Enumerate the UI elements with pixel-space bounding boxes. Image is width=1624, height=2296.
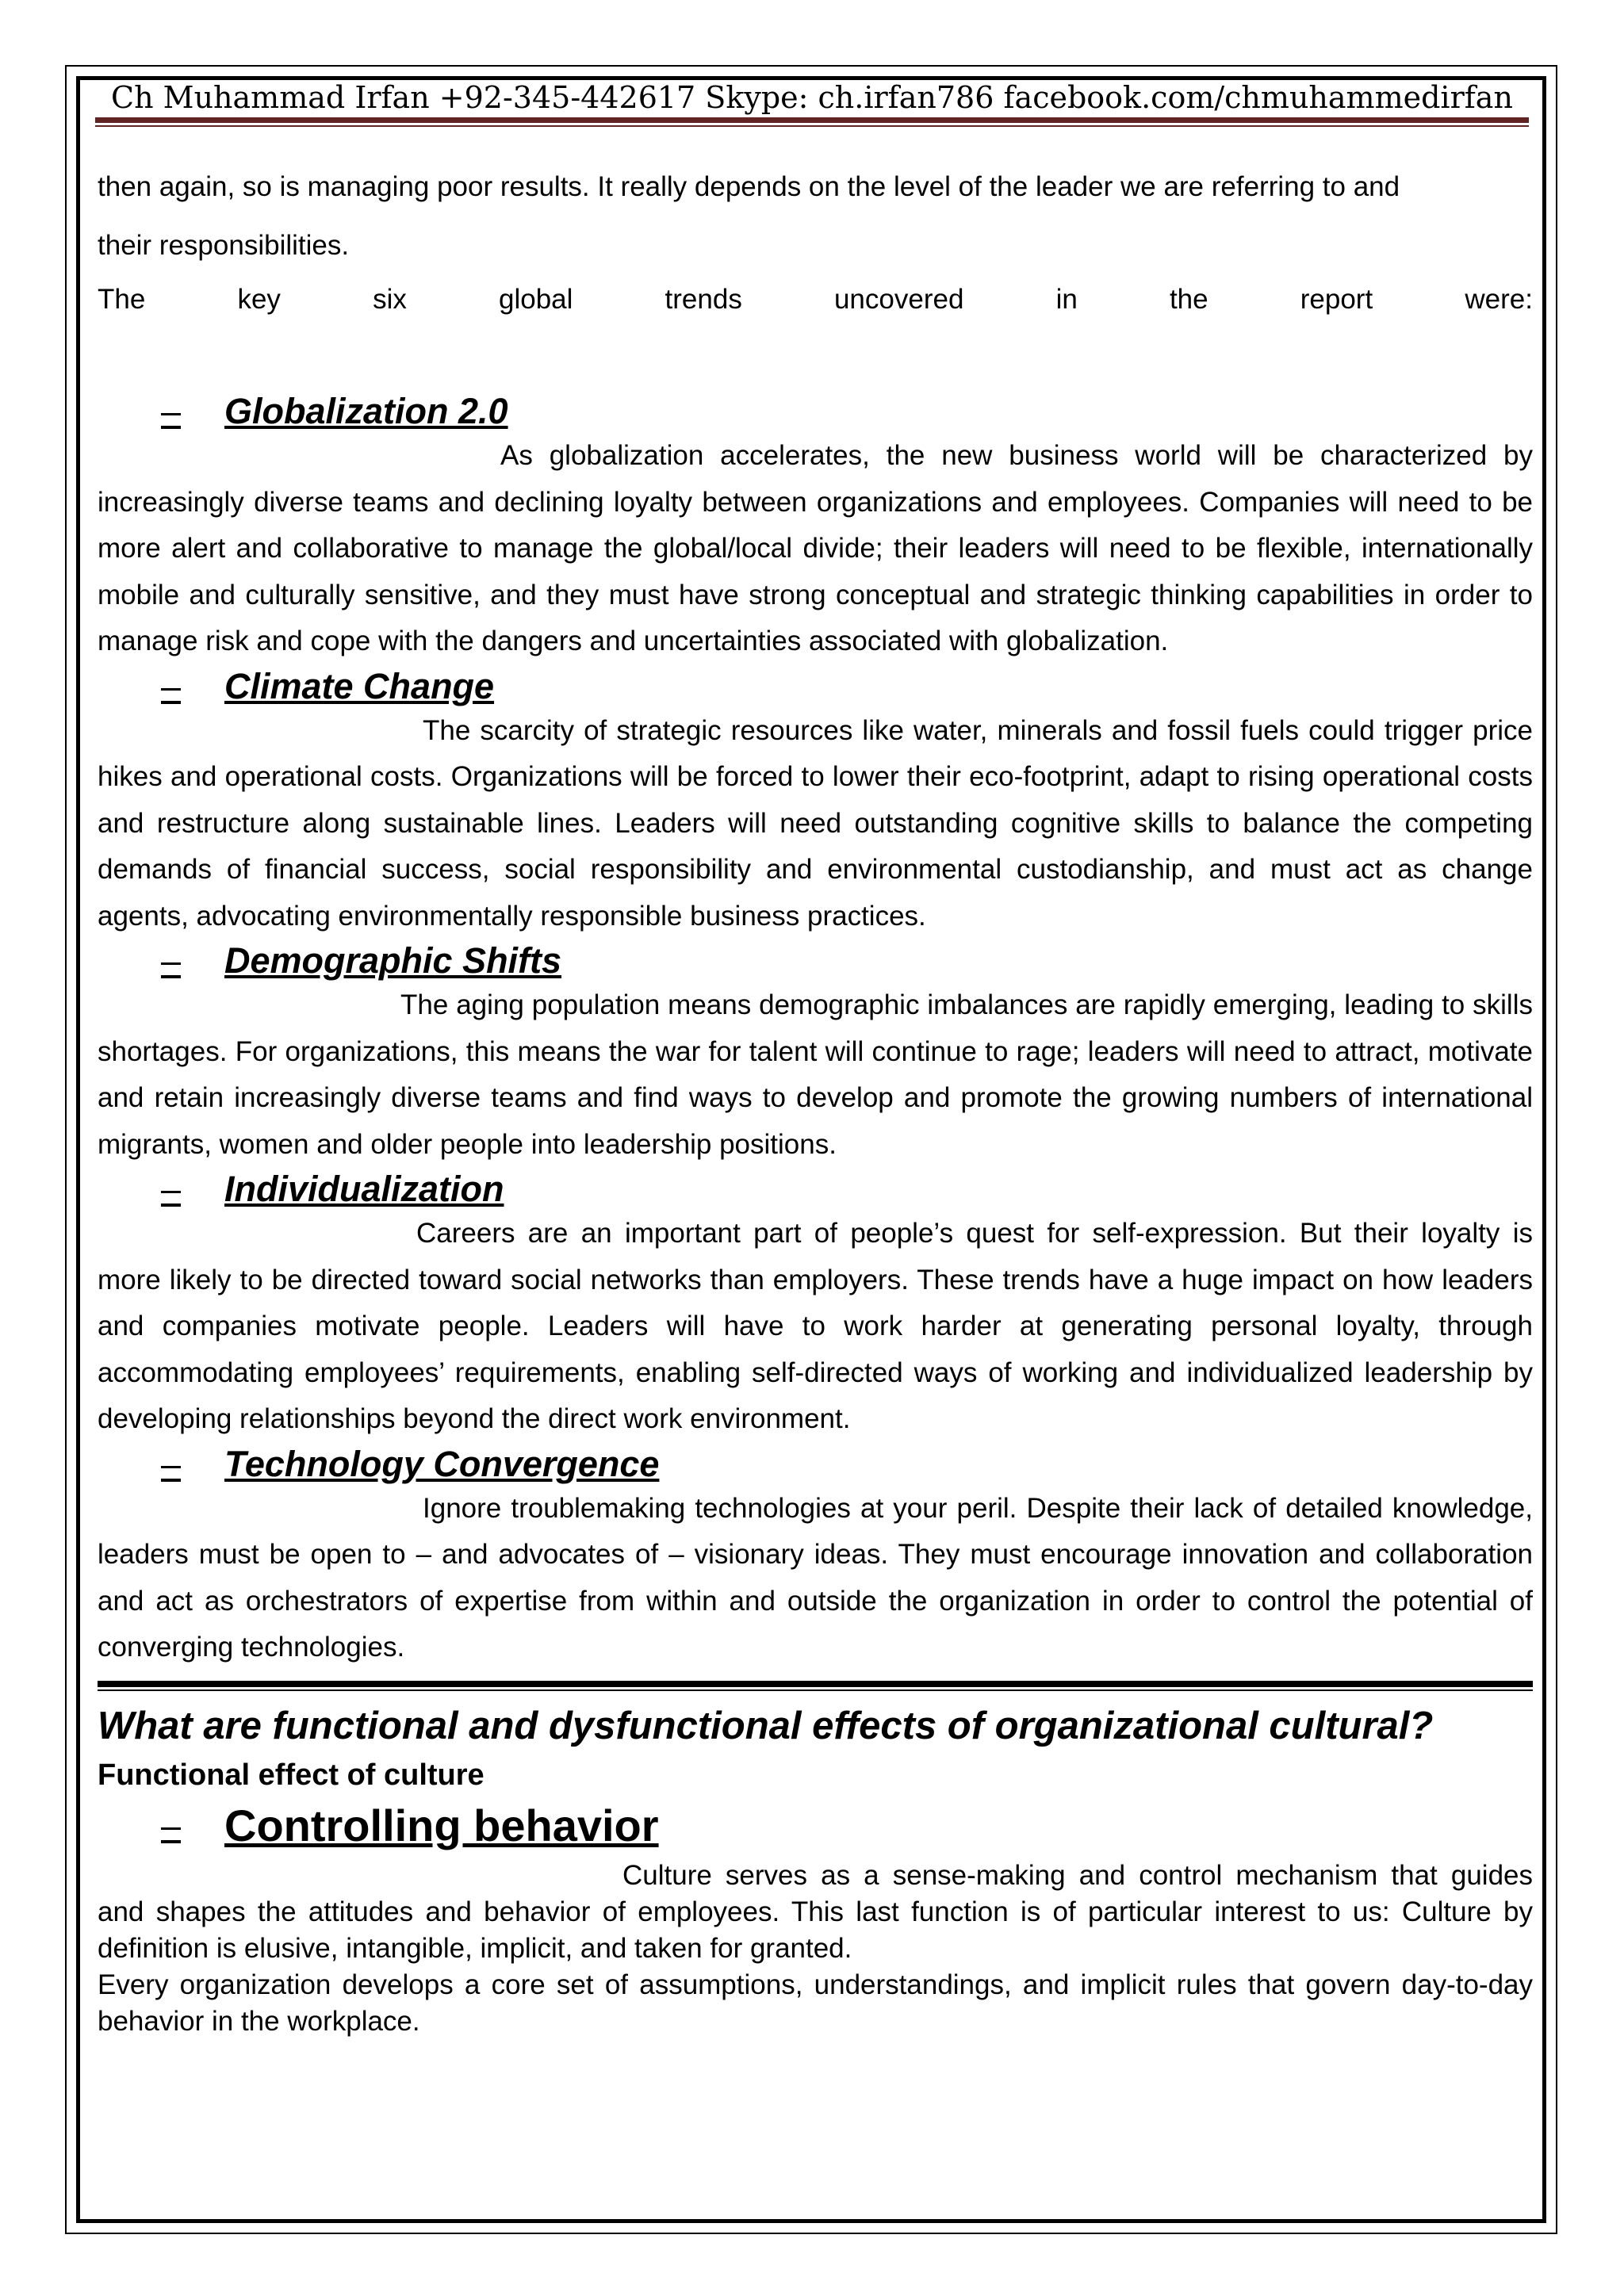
trend-intro-word: were: — [1465, 284, 1533, 315]
trend-title-text: Climate Change — [224, 665, 495, 706]
trend-title-text: Globalization 2.0 — [224, 391, 508, 431]
trend-title-text: Individualization — [224, 1169, 504, 1209]
header-rule-thin — [95, 125, 1529, 127]
dash-bullet: – — [161, 1804, 182, 1846]
item-title-text: Controlling behavior — [224, 1800, 659, 1850]
trend-intro-word: in — [1055, 284, 1078, 315]
trend-body-demographic: The aging population means demographic imbalances are rapidly emerging, leading to skills shortages. For organizations, this means the war for talent will continue to rage; leaders will need to attract, motivate and retain increasingly diverse teams and find ways to develop and promote the growing numbers of international migrants, women and older people into leadership positions. — [98, 989, 1533, 1160]
dash-bullet: – — [161, 1443, 182, 1484]
trend-body-climate: The scarcity of strategic resources like water, minerals and fossil fuels could trigger price hikes and operational costs. Organizations will be forced to lower their eco-footprint, adapt to rising operational costs and restructure along sustainable lines. Leaders will need outstanding cognitive skills to balance the competing demands of financial success, social responsibility and environmental custodianship, and must act as change agents, advocating environmentally responsible business practices. — [98, 714, 1533, 932]
trend-intro-word: key — [237, 284, 281, 315]
controlling-behavior-body: Culture serves as a sense-making and control mechanism that guides and shapes the attitudes and behavior of employees. This last function is of particular interest to us: Culture by definition is elusive, intangible, implicit, and taken for granted. — [98, 1859, 1533, 1964]
trend-intro-word: six — [373, 284, 407, 315]
dash-bullet: – — [161, 1169, 182, 1209]
trend-title-globalization — [161, 390, 1533, 433]
trend-intro-word: global — [498, 284, 573, 315]
trends-intro-line — [98, 270, 1533, 330]
dash-bullet: – — [161, 391, 182, 431]
header-rule — [95, 117, 1529, 123]
trend-title-individualization — [161, 1168, 1533, 1211]
trend-title-text: Technology Convergence — [224, 1443, 660, 1484]
trend-title-text: Demographic Shifts — [224, 940, 562, 981]
controlling-behavior-body-2: Every organization develops a core set of assumptions, understandings, and implicit rules that govern day-to-day behavior in the workplace. — [98, 1969, 1533, 2037]
trend-intro-word: The — [98, 284, 146, 315]
section-divider — [98, 1681, 1533, 1687]
trend-body-globalization: As globalization accelerates, the new business world will be characterized by increasingly diverse teams and declining loyalty between organizations and employees. Companies will need to be more alert and collaborative to manage the global/local divide; their leaders will need to be flexible, internationally mobile and culturally sensitive, and they must have strong conceptual and strategic thinking capabilities in order to manage risk and cope with the dangers and uncertainties associated with globalization. — [98, 440, 1533, 656]
intro-line-1: then again, so is managing poor results. It really depends on the level of the leader we are referring to and — [98, 171, 1400, 202]
trend-title-demographic — [161, 939, 1533, 982]
trend-intro-word: report — [1300, 284, 1373, 315]
sub-heading: Functional effect of culture — [98, 1758, 485, 1792]
document-body — [98, 157, 1533, 2040]
trend-body-technology: Ignore troublemaking technologies at your peril. Despite their lack of detailed knowledge, leaders must be open to – and advocates of – visionary ideas. They must encourage innovation and collaboration and act as orchestrators of expertise from within and outside the organization in order to control the potential of converging technologies. — [98, 1492, 1533, 1663]
page-header: Ch Muhammad Irfan +92-345-442617 Skype: ch.irfan786 facebook.com/chmuhammedirfan — [111, 80, 1513, 115]
trend-intro-word: uncovered — [833, 284, 964, 315]
trend-title-climate — [161, 665, 1533, 708]
trend-intro-word: the — [1169, 284, 1208, 315]
dash-bullet: – — [161, 940, 182, 981]
intro-line-2: their responsibilities. — [98, 230, 350, 261]
trend-title-technology — [161, 1443, 1533, 1486]
question-heading: What are functional and dysfunctional effects of organizational cultural? — [98, 1704, 1434, 1747]
dash-bullet: – — [161, 665, 182, 706]
section-divider-thin — [98, 1689, 1533, 1691]
trend-intro-word: trends — [665, 284, 742, 315]
controlling-behavior-title — [161, 1797, 1533, 1854]
trend-body-individualization: Careers are an important part of people’s quest for self-expression. But their loyalty is more likely to be directed toward social networks than employers. These trends have a huge impact on how leaders and companies motivate people. Leaders will have to work harder at generating personal loyalty, through accommodating employees’ requirements, enabling self-directed ways of working and individualized leadership by developing relationships beyond the direct work environment. — [98, 1218, 1533, 1434]
